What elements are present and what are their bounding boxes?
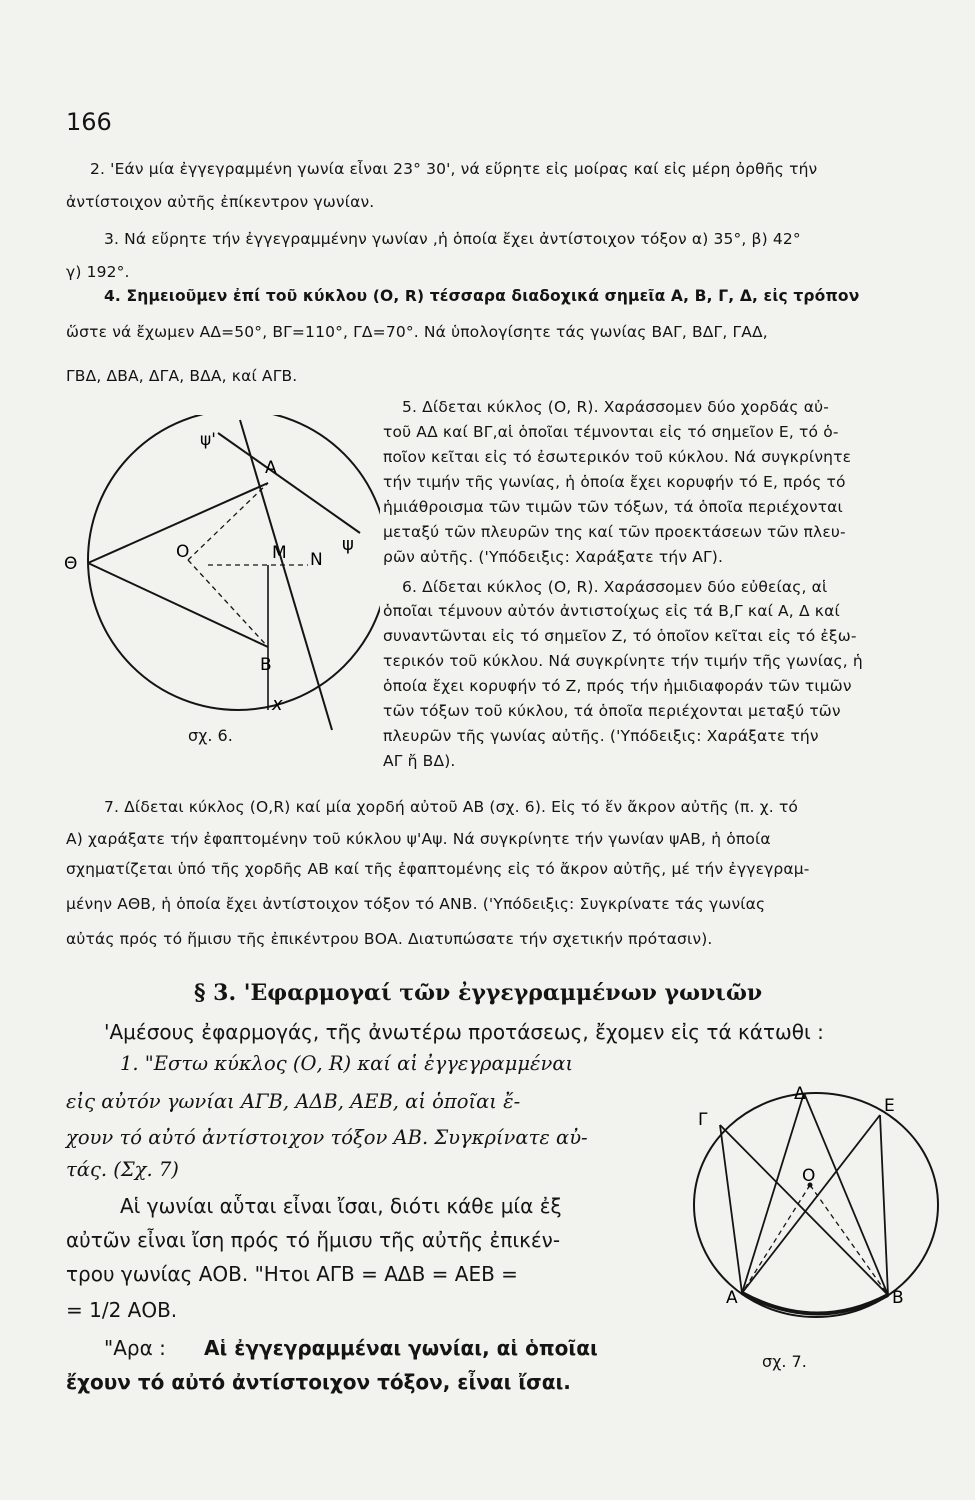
exercise5-line: τήν τιμήν τῆς γωνίας, ἡ ὁποία ἔχει κορυφήν τό Ε, πρός τό <box>383 473 846 491</box>
conclusion-line: Αἱ ἐγγεγραμμέναι γωνίαι, αἱ ὁποῖαι <box>204 1336 598 1360</box>
chord-theta-b <box>88 563 268 647</box>
figure-7 <box>690 1085 950 1330</box>
arc-ab <box>742 1293 888 1314</box>
exercise6-line: 6. Δίδεται κύκλος (Ο, R). Χαράσσομεν δύο εὐθείας, αἱ <box>402 578 828 596</box>
exercise-line: 2. 'Εάν μία ἐγγεγραμμένη γωνία εἶναι 23° 30', νά εὕρητε εἰς μοίρας καί εἰς μέρη ὀρθῆς τήν <box>90 160 818 178</box>
label-y-prime: ψ' <box>200 430 216 450</box>
exercise6-line: ὁποῖαι τέμνουν αὐτόν ἀντιστοίχως εἰς τά Β,Γ καί Α, Δ καί <box>383 602 840 620</box>
exercise-line: ΓΒΔ, ΔΒΑ, ΔΓΑ, ΒΔΑ, καί ΑΓΒ. <box>66 367 298 385</box>
exercise7-line: 7. Δίδεται κύκλος (Ο,R) καί μία χορδή αὐτοῦ ΑΒ (σχ. 6). Εἰς τό ἕν ἄκρον αὐτῆς (π. χ. τό <box>104 798 799 816</box>
section-heading: § 3. 'Εφαρμογαί τῶν ἐγγεγραμμένων γωνιῶν <box>194 980 763 1006</box>
explanation-line: Αἱ γωνίαι αὗται εἶναι ἴσαι, διότι κάθε μία ἐξ <box>120 1194 562 1218</box>
exercise5-line: ἡμιάθροισμα τῶν τιμῶν τῶν τόξων, τά ὁποῖα περιέχονται <box>383 498 843 516</box>
exercise6-line: ὁποία ἔχει κορυφήν τό Ζ, πρός τήν ἡμιδιαφοράν τῶν τιμῶν <box>383 677 852 695</box>
figure7-caption: σχ. 7. <box>762 1352 807 1371</box>
exercise6-line: συναντῶνται εἰς τό σημεῖον Ζ, τό ὁποῖον κεῖται εἰς τό ἐξω- <box>383 627 857 645</box>
radius-oa <box>188 483 268 560</box>
exercise7-line: σχηματίζεται ὑπό τῆς χορδῆς ΑΒ καί τῆς ἐφαπτομένης εἰς τό ἄκρον αὐτῆς, μέ τήν ἐγγεγραμ- <box>66 860 810 878</box>
exercise-line: 3. Νά εὕρητε τήν ἐγγεγραμμένην γωνίαν ,ἡ ὁποία ἔχει ἀντίστοιχον τόξον α) 35°, β) 42° <box>104 230 801 248</box>
label-e: Ε <box>884 1096 895 1116</box>
label-a: Α <box>726 1288 738 1308</box>
secant-line <box>240 420 332 730</box>
label-a: Α <box>265 458 277 478</box>
application-line: 1. "Εστω κύκλος (Ο, R) καί αἱ ἐγγεγραμμέναι <box>120 1052 574 1075</box>
page-number: 166 <box>66 108 112 136</box>
exercise5-line: τοῦ ΑΔ καί ΒΓ,αἱ ὁποῖαι τέμνονται εἰς τό σημεῖον Ε, τό ὁ- <box>383 423 839 441</box>
exercise6-line: τερικόν τοῦ κύκλου. Νά συγκρίνητε τήν τιμήν τῆς γωνίας, ἡ <box>383 652 863 670</box>
label-y: ψ <box>342 534 354 555</box>
label-o: Ο <box>802 1166 816 1186</box>
radius-ob <box>188 560 268 647</box>
chord-a-delta <box>742 1093 804 1293</box>
label-b: Β <box>892 1288 904 1308</box>
exercise-line: 4. Σημειοῦμεν ἐπί τοῦ κύκλου (Ο, R) τέσσαρα διαδοχικά σημεῖα Α, Β, Γ, Δ, εἰς τρόπον <box>104 287 860 305</box>
figure-6 <box>60 415 380 745</box>
chord-a-gamma <box>720 1125 742 1293</box>
explanation-line: αὐτῶν εἶναι ἴση πρός τό ἥμισυ τῆς αὐτῆς ἐπικέν- <box>66 1228 561 1252</box>
exercise7-line: αὐτάς πρός τό ἥμισυ τῆς ἐπικέντρου ΒΟΑ. Διατυπώσατε τήν σχετικήν πρότασιν). <box>66 930 713 948</box>
chord-gamma-b <box>720 1125 888 1295</box>
label-o: Ο <box>176 542 190 562</box>
exercise5-line: ρῶν αὐτῆς. ('Υπόδειξις: Χαράξατε τήν ΑΓ). <box>383 548 724 566</box>
exercise-line: ἀντίστοιχον αὐτῆς ἐπίκεντρον γωνίαν. <box>66 193 375 211</box>
exercise7-line: μένην ΑΘΒ, ἡ ὁποία ἔχει ἀντίστοιχον τόξον τό ΑΝΒ. ('Υπόδειξις: Συγκρίνατε τάς γωνίας <box>66 895 766 913</box>
exercise6-line: ΑΓ ἤ ΒΔ). <box>383 752 456 770</box>
figure6-caption: σχ. 6. <box>188 726 233 745</box>
conclusion-line: ἔχουν τό αὐτό ἀντίστοιχον τόξον, εἶναι ἴσαι. <box>66 1370 571 1394</box>
exercise7-line: Α) χαράξατε τήν ἐφαπτομένην τοῦ κύκλου ψ'Αψ. Νά συγκρίνητε τήν γωνίαν ψΑΒ, ἡ ὁποία <box>66 830 771 848</box>
label-gamma: Γ <box>698 1110 708 1130</box>
label-m: Μ <box>272 543 287 563</box>
exercise5-line: μεταξύ τῶν πλευρῶν της καί τῶν προεκτάσεων τῶν πλευ- <box>383 523 846 541</box>
exercise5-line: 5. Δίδεται κύκλος (Ο, R). Χαράσσομεν δύο χορδάς αὐ- <box>402 398 829 416</box>
exercise-line: γ) 192°. <box>66 263 130 281</box>
label-delta: Δ <box>794 1085 806 1104</box>
exercise6-line: πλευρῶν τῆς γωνίας αὐτῆς. ('Υπόδειξις: Χαράξατε τήν <box>383 727 819 745</box>
label-b: Β <box>260 655 272 675</box>
label-n: Ν <box>310 550 323 570</box>
circle-o <box>88 415 380 710</box>
explanation-line: τρου γωνίας ΑΟΒ. "Ητοι ΑΓΒ = ΑΔΒ = ΑΕΒ = <box>66 1262 518 1286</box>
application-line: χουν τό αὐτό ἀντίστοιχον τόξον ΑΒ. Συγκρίνατε αὐ- <box>66 1126 588 1149</box>
label-x: x <box>272 694 283 715</box>
application-line: τάς. (Σχ. 7) <box>66 1158 179 1181</box>
label-theta: Θ <box>64 554 78 574</box>
intro-text: 'Αμέσους ἐφαρμογάς, τῆς ἀνωτέρω προτάσεως, ἔχομεν εἰς τά κάτωθι : <box>104 1020 824 1044</box>
exercise6-line: τῶν τόξων τοῦ κύκλου, τά ὁποῖα περιέχονται μεταξύ τῶν <box>383 702 841 720</box>
exercise-line: ὥστε νά ἔχωμεν ΑΔ=50°, ΒΓ=110°, ΓΔ=70°. Νά ὑπολογίσητε τάς γωνίας ΒΑΓ, ΒΔΓ, ΓΑΔ, <box>66 323 768 341</box>
exercise5-line: ποῖον κεῖται εἰς τό ἐσωτερικόν τοῦ κύκλου. Νά συγκρίνητε <box>383 448 852 466</box>
explanation-line: = 1/2 ΑΟΒ. <box>66 1298 178 1322</box>
application-line: εἰς αὐτόν γωνίαι ΑΓΒ, ΑΔΒ, ΑΕΒ, αἱ ὁποῖαι ἔ- <box>66 1090 521 1113</box>
radius-oa <box>742 1185 810 1293</box>
conclusion-lead: "Αρα : <box>104 1336 166 1360</box>
chord-e-b <box>880 1115 888 1295</box>
